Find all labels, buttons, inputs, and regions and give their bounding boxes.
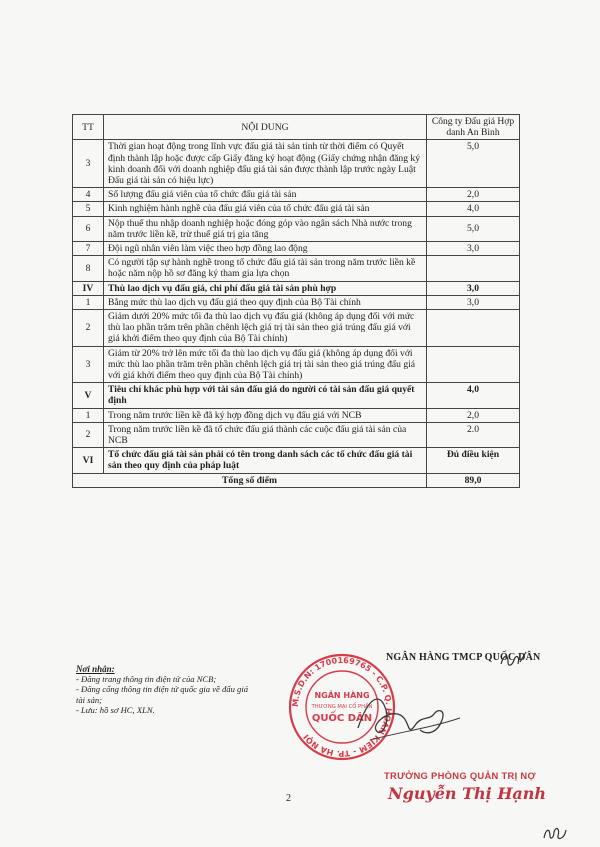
row-score — [427, 346, 520, 383]
header-content: NỘI DUNG — [104, 115, 427, 140]
table-row — [73, 281, 520, 295]
row-content: Tiêu chí khác phù hợp với tài sản đấu giá do người có tài sản đấu giá quyết định — [104, 383, 427, 408]
row-tt: V — [73, 383, 104, 408]
header-tt: TT — [73, 115, 104, 140]
page-number: 2 — [286, 793, 291, 804]
row-tt: 5 — [73, 202, 104, 216]
row-score — [427, 256, 520, 281]
row-score — [427, 310, 520, 347]
bank-name: NGÂN HÀNG TMCP QUỐC DÂN — [386, 652, 541, 663]
row-content: Số lượng đấu giá viên của tổ chức đấu giá tài sản — [104, 188, 427, 202]
seal-line3: QUỐC DÂN — [311, 713, 373, 724]
row-score: 3,0 — [427, 295, 520, 309]
recipient-item: - Đăng trang thông tin điện tử của NCB; — [76, 674, 217, 684]
row-content: Nộp thuế thu nhập doanh nghiệp hoặc đóng góp vào ngân sách Nhà nước trong năm trước liền kề, trừ thuế giá trị gia tăng — [104, 216, 427, 241]
row-tt: VI — [73, 448, 104, 473]
row-content: Tổ chức đấu giá tài sản phải có tên trong danh sách các tổ chức đấu giá tài sản theo quy định của pháp luật — [104, 448, 427, 473]
table-row — [73, 242, 520, 256]
table-row — [73, 346, 520, 383]
row-tt: 1 — [73, 408, 104, 422]
score-table — [72, 114, 520, 488]
seal-line2: THƯƠNG MẠI CỔ PHẦN — [311, 704, 373, 710]
row-score: 3,0 — [427, 242, 520, 256]
table-header-row — [73, 115, 520, 140]
row-content: Đội ngũ nhân viên làm việc theo hợp đồng lao động — [104, 242, 427, 256]
recipients-title: Nơi nhận: — [76, 664, 115, 674]
row-score: 5,0 — [427, 216, 520, 241]
row-tt: 2 — [73, 422, 104, 447]
row-tt: 3 — [73, 140, 104, 188]
table-body — [73, 140, 520, 473]
row-content: Trong năm trước liền kề đã tổ chức đấu giá thành các cuộc đấu giá tài sản của NCB — [104, 422, 427, 447]
row-tt: 1 — [73, 295, 104, 309]
row-tt: 6 — [73, 216, 104, 241]
row-content: Trong năm trước liền kề đã ký hợp đồng dịch vụ đấu giá với NCB — [104, 408, 427, 422]
row-tt: 8 — [73, 256, 104, 281]
table-row — [73, 202, 520, 216]
row-score: 2,0 — [427, 188, 520, 202]
header-company: Công ty Đấu giá Hợp danh An Bình — [427, 115, 520, 140]
signer-name: Nguyễn Thị Hạnh — [388, 784, 547, 803]
table-row — [73, 310, 520, 347]
table-row — [73, 256, 520, 281]
row-score: 4,0 — [427, 202, 520, 216]
total-score: 89,0 — [427, 473, 520, 487]
table-row — [73, 422, 520, 447]
table-row — [73, 383, 520, 408]
total-label: Tổng số điểm — [73, 473, 427, 487]
row-tt: 4 — [73, 188, 104, 202]
table-row — [73, 188, 520, 202]
row-tt: 2 — [73, 310, 104, 347]
row-content: Kinh nghiệm hành nghề của đấu giá viên của tổ chức đấu giá tài sản — [104, 202, 427, 216]
row-content: Bằng mức thù lao dịch vụ đấu giá theo quy định của Bộ Tài chính — [104, 295, 427, 309]
row-tt: 3 — [73, 346, 104, 383]
row-content: Thời gian hoạt động trong lĩnh vực đấu giá tài sản tính từ thời điểm có Quyết định thành lập hoặc được cấp Giấy đăng ký hoạt động (Giấy chứng nhận đăng ký kinh doanh đối với doanh nghiệp đấu giá tài sản được thành lập trước ngày Luật Đấu giá tài sản có hiệu lực) — [104, 140, 427, 188]
row-content: Thù lao dịch vụ đấu giá, chi phí đấu giá tài sản phù hợp — [104, 281, 427, 295]
seal-line1: NGÂN HÀNG — [314, 691, 370, 700]
row-content: Giảm dưới 20% mức tối đa thù lao dịch vụ đấu giá (không áp dụng đối với mức thù lao phần trăm trên phần chênh lệch giá trị tài sản theo giá trúng đấu giá với giá khởi điểm theo quy định của Bộ Tài chính) — [104, 310, 427, 347]
table-row — [73, 408, 520, 422]
row-score: 2.0 — [427, 422, 520, 447]
recipient-item: - Lưu: hồ sơ HC, XLN. — [76, 705, 155, 716]
table-row — [73, 448, 520, 473]
table-row — [73, 295, 520, 309]
row-tt: IV — [73, 281, 104, 295]
row-score: 2,0 — [427, 408, 520, 422]
recipients-block — [76, 664, 256, 716]
seal-ring-text: M.S.D.N: 1700169765 - C.P. Q. HOÀN KIẾM - TP. HÀ NỘI — [290, 655, 394, 759]
table-row — [73, 216, 520, 241]
row-score: Đủ điều kiện — [427, 448, 520, 473]
table-row — [73, 140, 520, 188]
row-score: 5,0 — [427, 140, 520, 188]
signer-title: TRƯỞNG PHÒNG QUẢN TRỊ NỢ — [384, 770, 536, 781]
row-content: Giảm từ 20% trở lên mức tối đa thù lao dịch vụ đấu giá (không áp dụng đối với mức thù lao phần trăm trên phần chênh lệch giá trị tài sản theo giá trúng đấu giá với giá khởi điểm theo quy định của Bộ Tài chính) — [104, 346, 427, 383]
row-score: 3,0 — [427, 281, 520, 295]
row-tt: 7 — [73, 242, 104, 256]
row-content: Có người tập sự hành nghề trong tổ chức đấu giá tài sản trong năm trước liền kề hoặc năm nộp hồ sơ đăng ký tham gia lựa chọn — [104, 256, 427, 281]
total-row — [73, 473, 520, 487]
initial-mark — [498, 650, 528, 670]
row-score: 4,0 — [427, 383, 520, 408]
recipient-item: - Đăng cổng thông tin điện tử quốc gia về đấu giá tài sản; — [76, 684, 249, 705]
handwritten-signature — [350, 680, 470, 750]
corner-initial-mark — [540, 822, 570, 844]
